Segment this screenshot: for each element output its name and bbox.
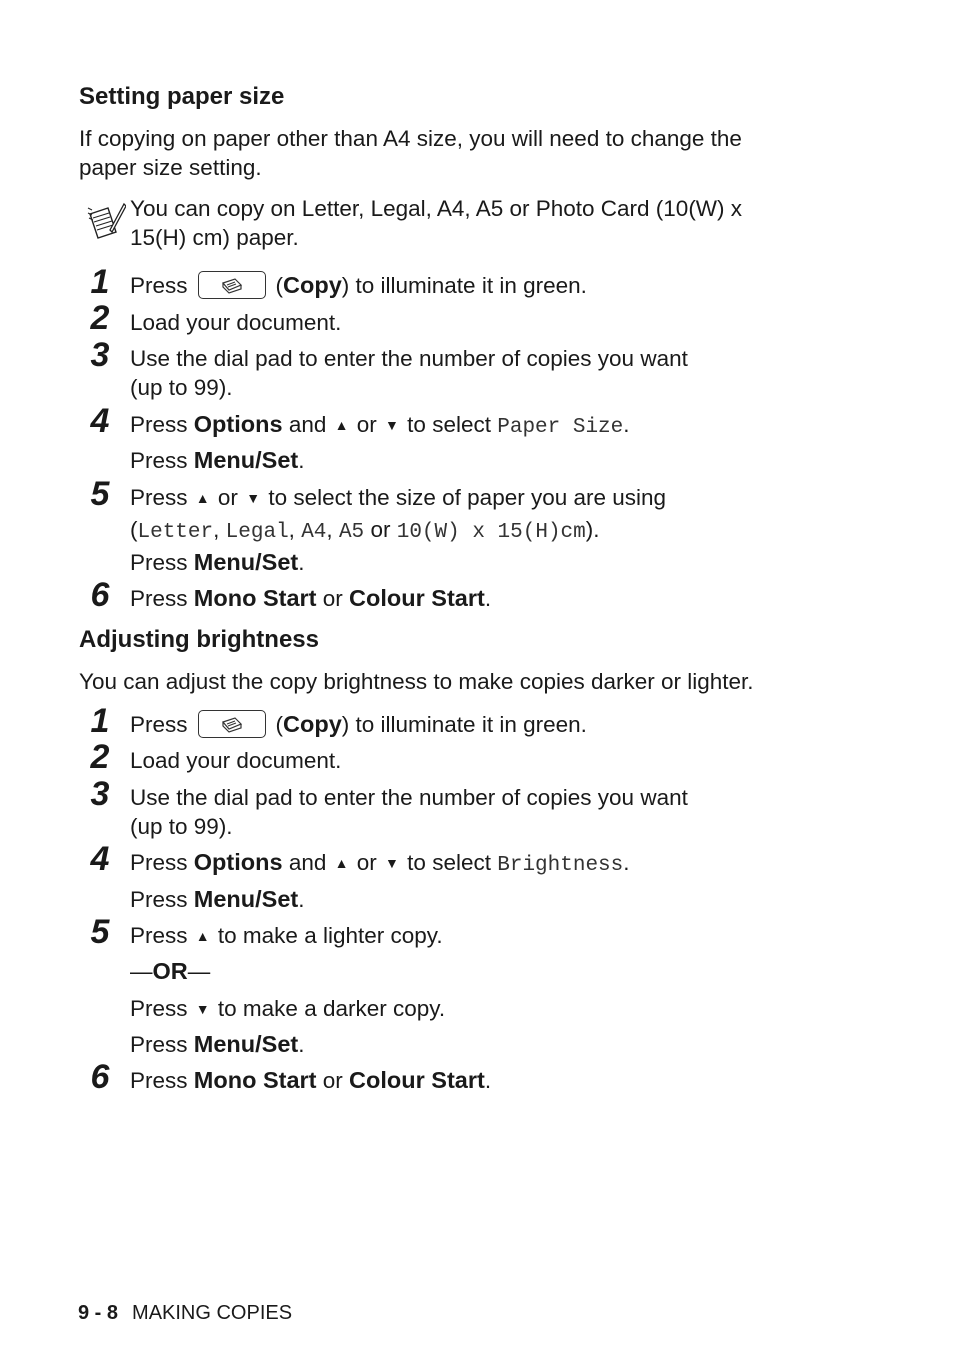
down-arrow-icon: ▼ bbox=[385, 417, 399, 433]
step-5-menuset: Press Menu/Set. bbox=[130, 1031, 305, 1057]
up-arrow-icon: ▲ bbox=[334, 855, 349, 871]
copy-button[interactable] bbox=[198, 271, 266, 299]
up-arrow-icon: ▲ bbox=[195, 490, 210, 506]
step-number: 2 bbox=[90, 299, 110, 337]
chapter-title: MAKING COPIES bbox=[132, 1302, 293, 1324]
step-number: 6 bbox=[90, 1058, 110, 1096]
page-footer bbox=[78, 1302, 292, 1325]
section-heading-paper-size: Setting paper size bbox=[79, 83, 285, 110]
step-6-start: Press Mono Start or Colour Start. bbox=[130, 585, 492, 611]
step-5-lighter: Press ▲ to make a lighter copy. bbox=[130, 921, 443, 953]
step-5-menuset: Press Menu/Set. bbox=[130, 549, 305, 575]
note-text: You can copy on Letter, Legal, A4, A5 or Photo Card (10(W) x 15(H) cm) paper. bbox=[130, 196, 743, 250]
step-4-options: Press Options and ▲ or ▼ to select Brightness. bbox=[130, 849, 630, 877]
down-arrow-icon: ▼ bbox=[385, 855, 399, 871]
step-4-options: Press Options and ▲ or ▼ to select Paper Size. bbox=[130, 411, 630, 439]
step-number: 5 bbox=[90, 913, 110, 951]
step-number: 1 bbox=[90, 263, 110, 301]
note-pencil-icon bbox=[86, 200, 126, 242]
copy-icon bbox=[219, 714, 245, 734]
step-1-press-copy: Press (Copy) to illuminate it in green. bbox=[130, 711, 587, 737]
step-6-start: Press Mono Start or Colour Start. bbox=[130, 1067, 492, 1093]
step-5-darker: Press ▼ to make a darker copy. bbox=[130, 994, 445, 1026]
step-number: 3 bbox=[90, 775, 110, 813]
step-4-menuset: Press Menu/Set. bbox=[130, 447, 305, 473]
section-heading-brightness: Adjusting brightness bbox=[79, 626, 319, 653]
down-arrow-icon: ▼ bbox=[246, 490, 261, 506]
up-arrow-icon: ▲ bbox=[334, 417, 349, 433]
step-5-select-size: Press ▲ or ▼ to select the size of paper you are using (Letter, Legal, A4, A5 or 10(W) x 15(H)cm). bbox=[130, 485, 667, 544]
copy-button[interactable] bbox=[198, 710, 266, 738]
up-arrow-icon: ▲ bbox=[195, 928, 210, 944]
step-4-menuset: Press Menu/Set. bbox=[130, 886, 305, 912]
step-number: 1 bbox=[90, 702, 110, 740]
copy-icon bbox=[219, 275, 245, 295]
step-3-dial: Use the dial pad to enter the number of copies you want (up to 99). bbox=[130, 346, 688, 400]
paper-size-intro: If copying on paper other than A4 size, you will need to change the paper size setting. bbox=[79, 126, 742, 180]
step-2-load: Load your document. bbox=[130, 748, 342, 773]
step-number: 6 bbox=[90, 576, 110, 614]
step-number: 4 bbox=[90, 402, 110, 440]
step-number: 3 bbox=[90, 336, 110, 374]
down-arrow-icon: ▼ bbox=[195, 1001, 210, 1017]
brightness-intro: You can adjust the copy brightness to make copies darker or lighter. bbox=[79, 669, 754, 694]
step-number: 5 bbox=[90, 475, 110, 513]
step-3-dial: Use the dial pad to enter the number of copies you want (up to 99). bbox=[130, 785, 688, 839]
step-1-press-copy: Press (Copy) to illuminate it in green. bbox=[130, 272, 587, 298]
step-2-load: Load your document. bbox=[130, 310, 342, 335]
step-number: 2 bbox=[90, 738, 110, 776]
step-number: 4 bbox=[90, 840, 110, 878]
page-number: 9 - 8 bbox=[78, 1302, 119, 1324]
or-divider: —OR— bbox=[130, 958, 211, 984]
